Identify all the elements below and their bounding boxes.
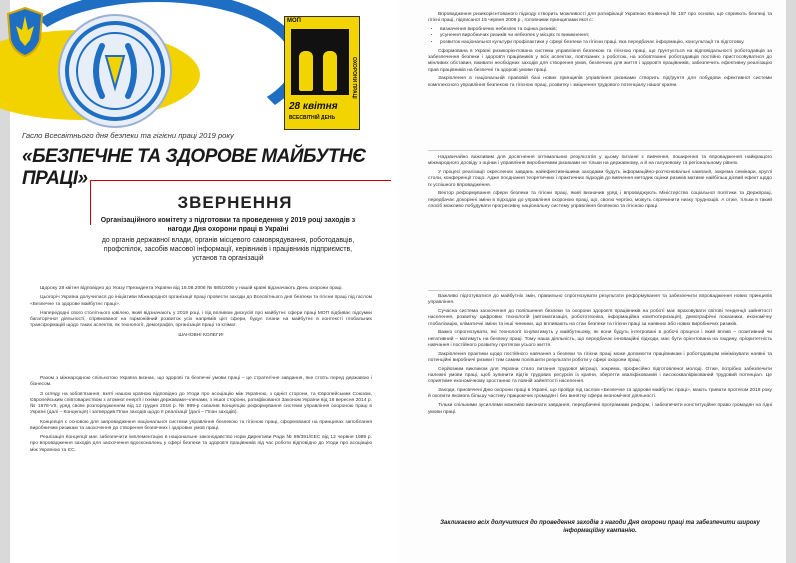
greeting: ШАНОВНІ КОЛЕГИ!: [178, 332, 224, 338]
paragraph: Сучасна система заохочення до поліпшення безпеки та охорони здоров'я працівників на роботі має враховувати світові тенденції зайнятості населення, розвитку цифрових технологій (автоматизація, робототехніка, інформаційна комп'ютеризація), демографічні показники, економічну глобалізацію, кліматичні зміни та інші чинники, що впливають на стан безпеки та гігієни праці за наявних або нових виробничих ризиків.: [428, 309, 772, 327]
addressees-line: до органів державної влади, органів місцевого самоврядування, роботодавців, профспілок, засобів масової інформації, керівників і працівників підприємств, установ та організацій: [101, 237, 355, 262]
paragraph: Напередодні свого столітнього ювілею, який відзначають у 2019 році, і під впливом дискусій про майбутнє сфери праці МОП підбиває підсумки багаторічної діяльності, спрямованої на гармонійний розвиток усіх напрямів цієї сфери, будує плани на майбутнє в контексті глобальних трансформацій щодо таких аспектів, як технології, демографія, організація праці та клімат.: [30, 310, 372, 329]
list-item: • усунення виробничих ризиків чи небезпек у місцях їх виникнення;: [440, 33, 772, 39]
day-poster: [284, 16, 360, 130]
paragraph: Вектор реформування сфери безпеки та гігієни праці, який визначив уряд і впроваджують Міністерство соціальної політики та Держпраці, передбачає докорінні зміни в підходах до управління охороною праці, що, своєю чергою, можуть спричинити низку труднощів. А отже, тільки в такий спосіб можливо побудувати прогресивну національну систему управління безпекою та гігієною праці.: [428, 191, 772, 209]
header-artwork: [0, 0, 398, 140]
paragraph: Надзвичайно важливим для досягнення оптимальних результатів у цьому питанні є вивчення, поширення та впровадження найкращого міжнародного досвіду з оцінки і управління виробничими ризиками не тільки на державному, а й на галузевому та регіональному рівнях.: [428, 155, 772, 167]
paragraph: Закріплення практики щодо постійного навчання з безпеки та гігієни праці може допомогти працівникам і роботодавцям мінімізувати наявні та потенційні виробничі ризики і тим самим поліпшити результати роботи у сфері охорони праці.: [428, 351, 772, 364]
paragraph: Щороку 28 квітня відповідно до Указу Президента України від 18.08.2006 № 685/2006 у нашій країні відзначають День охорони праці.: [40, 286, 343, 291]
organizer-line: Організаційного комітету з підготовки та проведення у 2019 році заходів з нагоди Дня охорони праці в Україні: [100, 217, 356, 233]
right-body-block-2: [428, 155, 772, 213]
paragraph: Цьогоріч Україна долучилася до ініціативи Міжнародної організації праці провести заходи до Всесвітнього дня безпеки та гігієни праці під гаслом «Безпечне та здорове майбутнє праці».: [30, 295, 372, 307]
left-body-block-1: [30, 286, 372, 342]
poster-top-text: МОП: [287, 18, 301, 24]
section-divider: [428, 290, 772, 291]
paragraph: Заходи, присвячені Дню охорони праці в Україні, що пройде під гаслом «Безпечне та здорове майбутнє праці», мають тривати протягом 2019 року й охопити якомога більшу частину працюючих громадян і без винятку сфери економічної діяльності.: [428, 388, 772, 400]
right-body-block-1: [428, 12, 772, 92]
poster-day-text: ВСЕСВІТНІЙ ДЕНЬ: [289, 115, 336, 121]
seal-emblem-icon: [60, 16, 170, 126]
paragraph: Разом з міжнародною спільнотою Україна визнає, що здорові та безпечні умови праці – це стратегічне завдання, яке стоїть перед державою і бізнесом.: [30, 376, 372, 388]
coat-of-arms-icon: [6, 6, 44, 58]
list-item: • розвиток національної культури профілактики у сфері безпеки та гігієни праці, яка передбачає інформацію, консультації та підготовку.: [440, 40, 772, 46]
principles-list: [428, 27, 772, 46]
appeal-heading: ЗВЕРНЕННЯ: [177, 193, 293, 212]
section-divider: [428, 150, 772, 151]
poster-date: 28 квітня: [289, 101, 338, 112]
right-body-block-3: [428, 294, 772, 418]
paragraph: Закріплення в національній правовій базі нових принципів управління ризиками створить підґрунтя для побудови ефективної системи комплексного управління безпекою та гігієною праці, розвитку і зміцнення трудового потенціалу нашої країни.: [428, 76, 772, 88]
page-title: «БЕЗПЕЧНЕ ТА ЗДОРОВЕ МАЙБУТНЄ ПРАЦІ»: [22, 146, 366, 189]
closing-call: Закликаємо всіх долучитися до проведення заходів з нагоди Дня охорони праці та забезпечити широку інформаційну кампанію.: [440, 520, 760, 534]
left-body-block-2: [30, 376, 372, 457]
paragraph: Впровадження ризикорієнтованого підходу створить можливості для ратифікації Україною Конвенції № 187 про основи, що сприяють безпеці та гігієні праці, підписаної 15 червня 2006 р., головними принципами якої є:: [428, 12, 772, 24]
list-item: • визначення виробничих небезпек та оцінка ризиків;: [440, 27, 772, 33]
paragraph: Сформована в Україні ризикорієнтована система управління безпекою та гігієною праці, що ґрунтується на відповідальності роботодавців за забезпечення безпеки і здоров'я працівників у всіх аспектах, пов'язаних з роботою, на зобов'язанні роботодавців постійно пристосовуватися до мінливих обставин, вживати необхідних заходів для створення умов, безпечних для життя і здоров'я працівників, забезпечить ефективну реалізацію прав працівників на безпечні та здорові умови праці.: [428, 48, 772, 73]
labour-protection-seal: [58, 14, 172, 128]
paragraph: Концепція є основою для запровадження національної системи управління безпекою та гігієною праці, сформованої на принципах запобігання виробничим ризикам та заохочення до створення безпечних і здорових умов праці.: [30, 419, 372, 431]
paragraph: Реалізація Концепції має забезпечити імплементацію в національне законодавство норм Директиви Ради № 89/391/ЄЕС від 12 червня 1989 р. про впровадження заходів для заохочення вдосконалень у сфері безпеки та здоров'я працівників під час роботи відповідно до Угоди про асоціацію між Україною та ЄС.: [30, 435, 372, 453]
slogan-caption: Гасло Всесвітнього дня безпеки та гігієни праці 2019 року: [22, 131, 234, 140]
right-page: [398, 0, 796, 563]
worker-figure-icon: [299, 51, 313, 91]
page-edge-right: [786, 0, 796, 563]
paragraph: Важко спрогнозувати, які технології існуватимуть у майбутньому, як вони будуть інтегровані в робочі процеси і який вплив – позитивний чи негативний – матимуть на безпеку праці. Тому наша діяльність, що передбачає інноваційні підходи, має бути орієнтована на людину, пріоритетність навчання і постійного розвитку протягом усього життя.: [428, 330, 772, 348]
paragraph: Важливо підготуватися до майбутніх змін, правильно спрогнозувати результати реформування та забезпечити впровадження нових принципів управління.: [428, 294, 772, 306]
poster-side-text: ОХОРОНИ ПРАЦІ: [351, 57, 357, 99]
paragraph: Тільки спільними зусиллями можливо виконати завдання, передбачені програмами реформ, і забезпечити конституційне право громадян на гідні умови праці.: [428, 403, 772, 415]
paragraph: З огляду на зобов'язання, взяті нашою країною відповідно до Угоди про асоціацію між Україною, з однієї сторони, та Європейським Союзом, Європейським співтовариством з атомної енергії і їхніми державами-членами, з іншої сторони, ратифікованої Законом України від 16 вересня 2014 р. № 1678-VII, уряд своїм розпорядженням від 12 грудня 2018 р. № 989-р схвалив Концепцію реформування системи управління охороною праці в Україні (далі – Концепція) і затвердив План заходів щодо її реалізації (далі – План заходів).: [30, 391, 372, 416]
worker-figure-icon: [323, 51, 337, 91]
poster-figures-panel: [291, 29, 349, 95]
paragraph: Серйозним викликом для України стало питання трудової міграції, зокрема, професійно підготовленої молоді. Отже, потрібно забезпечити належні умови праці, щоб зупинити відтік трудових ресурсів із країни, зберегти кваліфікований і висококваліфікований трудовий потенціал. Це сприятиме економічному зростанню та повній зайнятості населення.: [428, 366, 772, 385]
paragraph: У процесі реалізації окреслених завдань найефективнішими заходами будуть інформаційно-роз'яснювальні кампанії, зокрема семінари, круглі столи, конференції тощо. Адже поєднання теоретичних і практичних підходів до вивчення методик оцінки ризиків матиме найбільш дієвий ефект щодо їх успішного впровадження.: [428, 170, 772, 188]
